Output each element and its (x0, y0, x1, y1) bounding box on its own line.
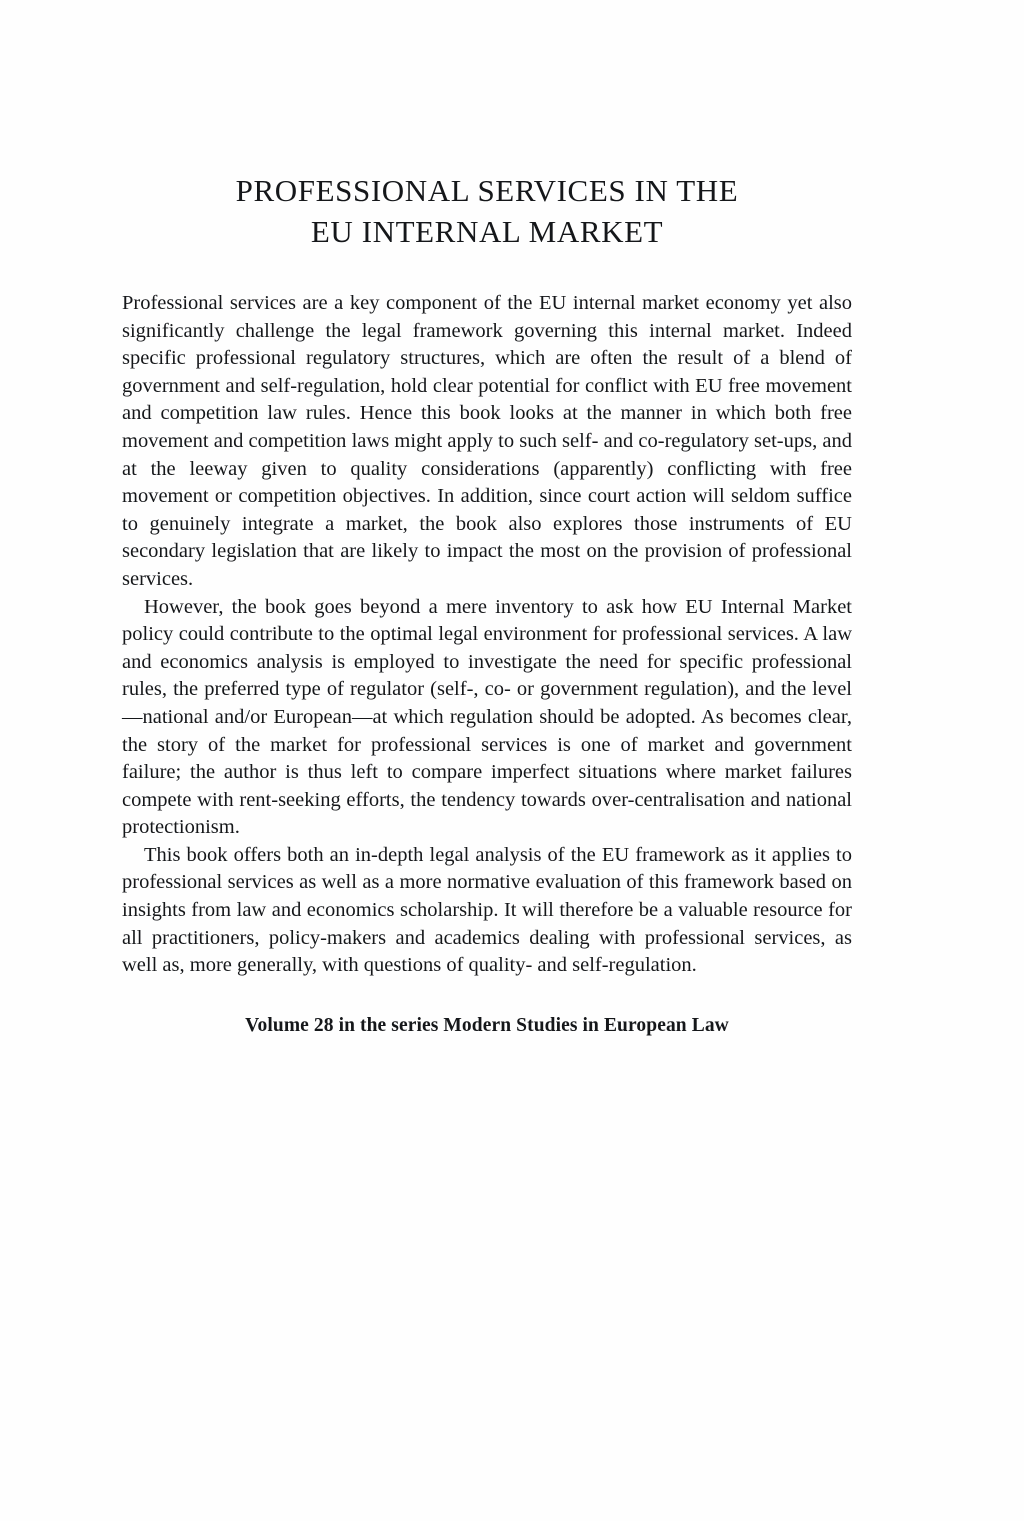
body-paragraph-1: Professional services are a key component of the EU internal market economy yet also significantly challenge the legal framework governing this internal market. Indeed specific professional regulatory structures, which are often the result of a blend of government and self-regulation, hold clear potential for conflict with EU free movement and competition law rules. Hence this book looks at the manner in which both free movement and competition laws might apply to such self- and co-regulatory set-ups, and at the leeway given to quality considerations (apparently) conflicting with free movement or competition objectives. In addition, since court action will seldom suffice to genuinely integrate a market, the book also explores those instruments of EU secondary legislation that are likely to impact the most on the provision of professional services. (122, 292, 852, 590)
body-paragraph-2: However, the book goes beyond a mere inventory to ask how EU Internal Market policy could contribute to the optimal legal environment for professional services. A law and economics analysis is employed to investigate the need for specific professional rules, the preferred type of regulator (self-, co- or government regulation), and the level—national and/or European—at which regulation should be adopted. As becomes clear, the story of the market for professional services is one of market and government failure; the author is thus left to compare imperfect situations where market failures compete with rent-seeking efforts, the tendency towards over-centralisation and national protectionism. (122, 595, 852, 839)
page-content (122, 170, 852, 1039)
series-note: Volume 28 in the series Modern Studies in European Law (245, 1014, 729, 1036)
page-title-line-2: EU INTERNAL MARKET (310, 214, 664, 249)
page-title-line-1: PROFESSIONAL SERVICES IN THE (235, 173, 739, 208)
page-title (122, 170, 852, 252)
body-paragraph-3: This book offers both an in-depth legal analysis of the EU framework as it applies to professional services as well as a more normative evaluation of this framework based on insights from law and economics scholarship. It will therefore be a valuable resource for all practitioners, policy-makers and academics dealing with professional services, as well as, more generally, with questions of quality- and self-regulation. (122, 843, 852, 977)
